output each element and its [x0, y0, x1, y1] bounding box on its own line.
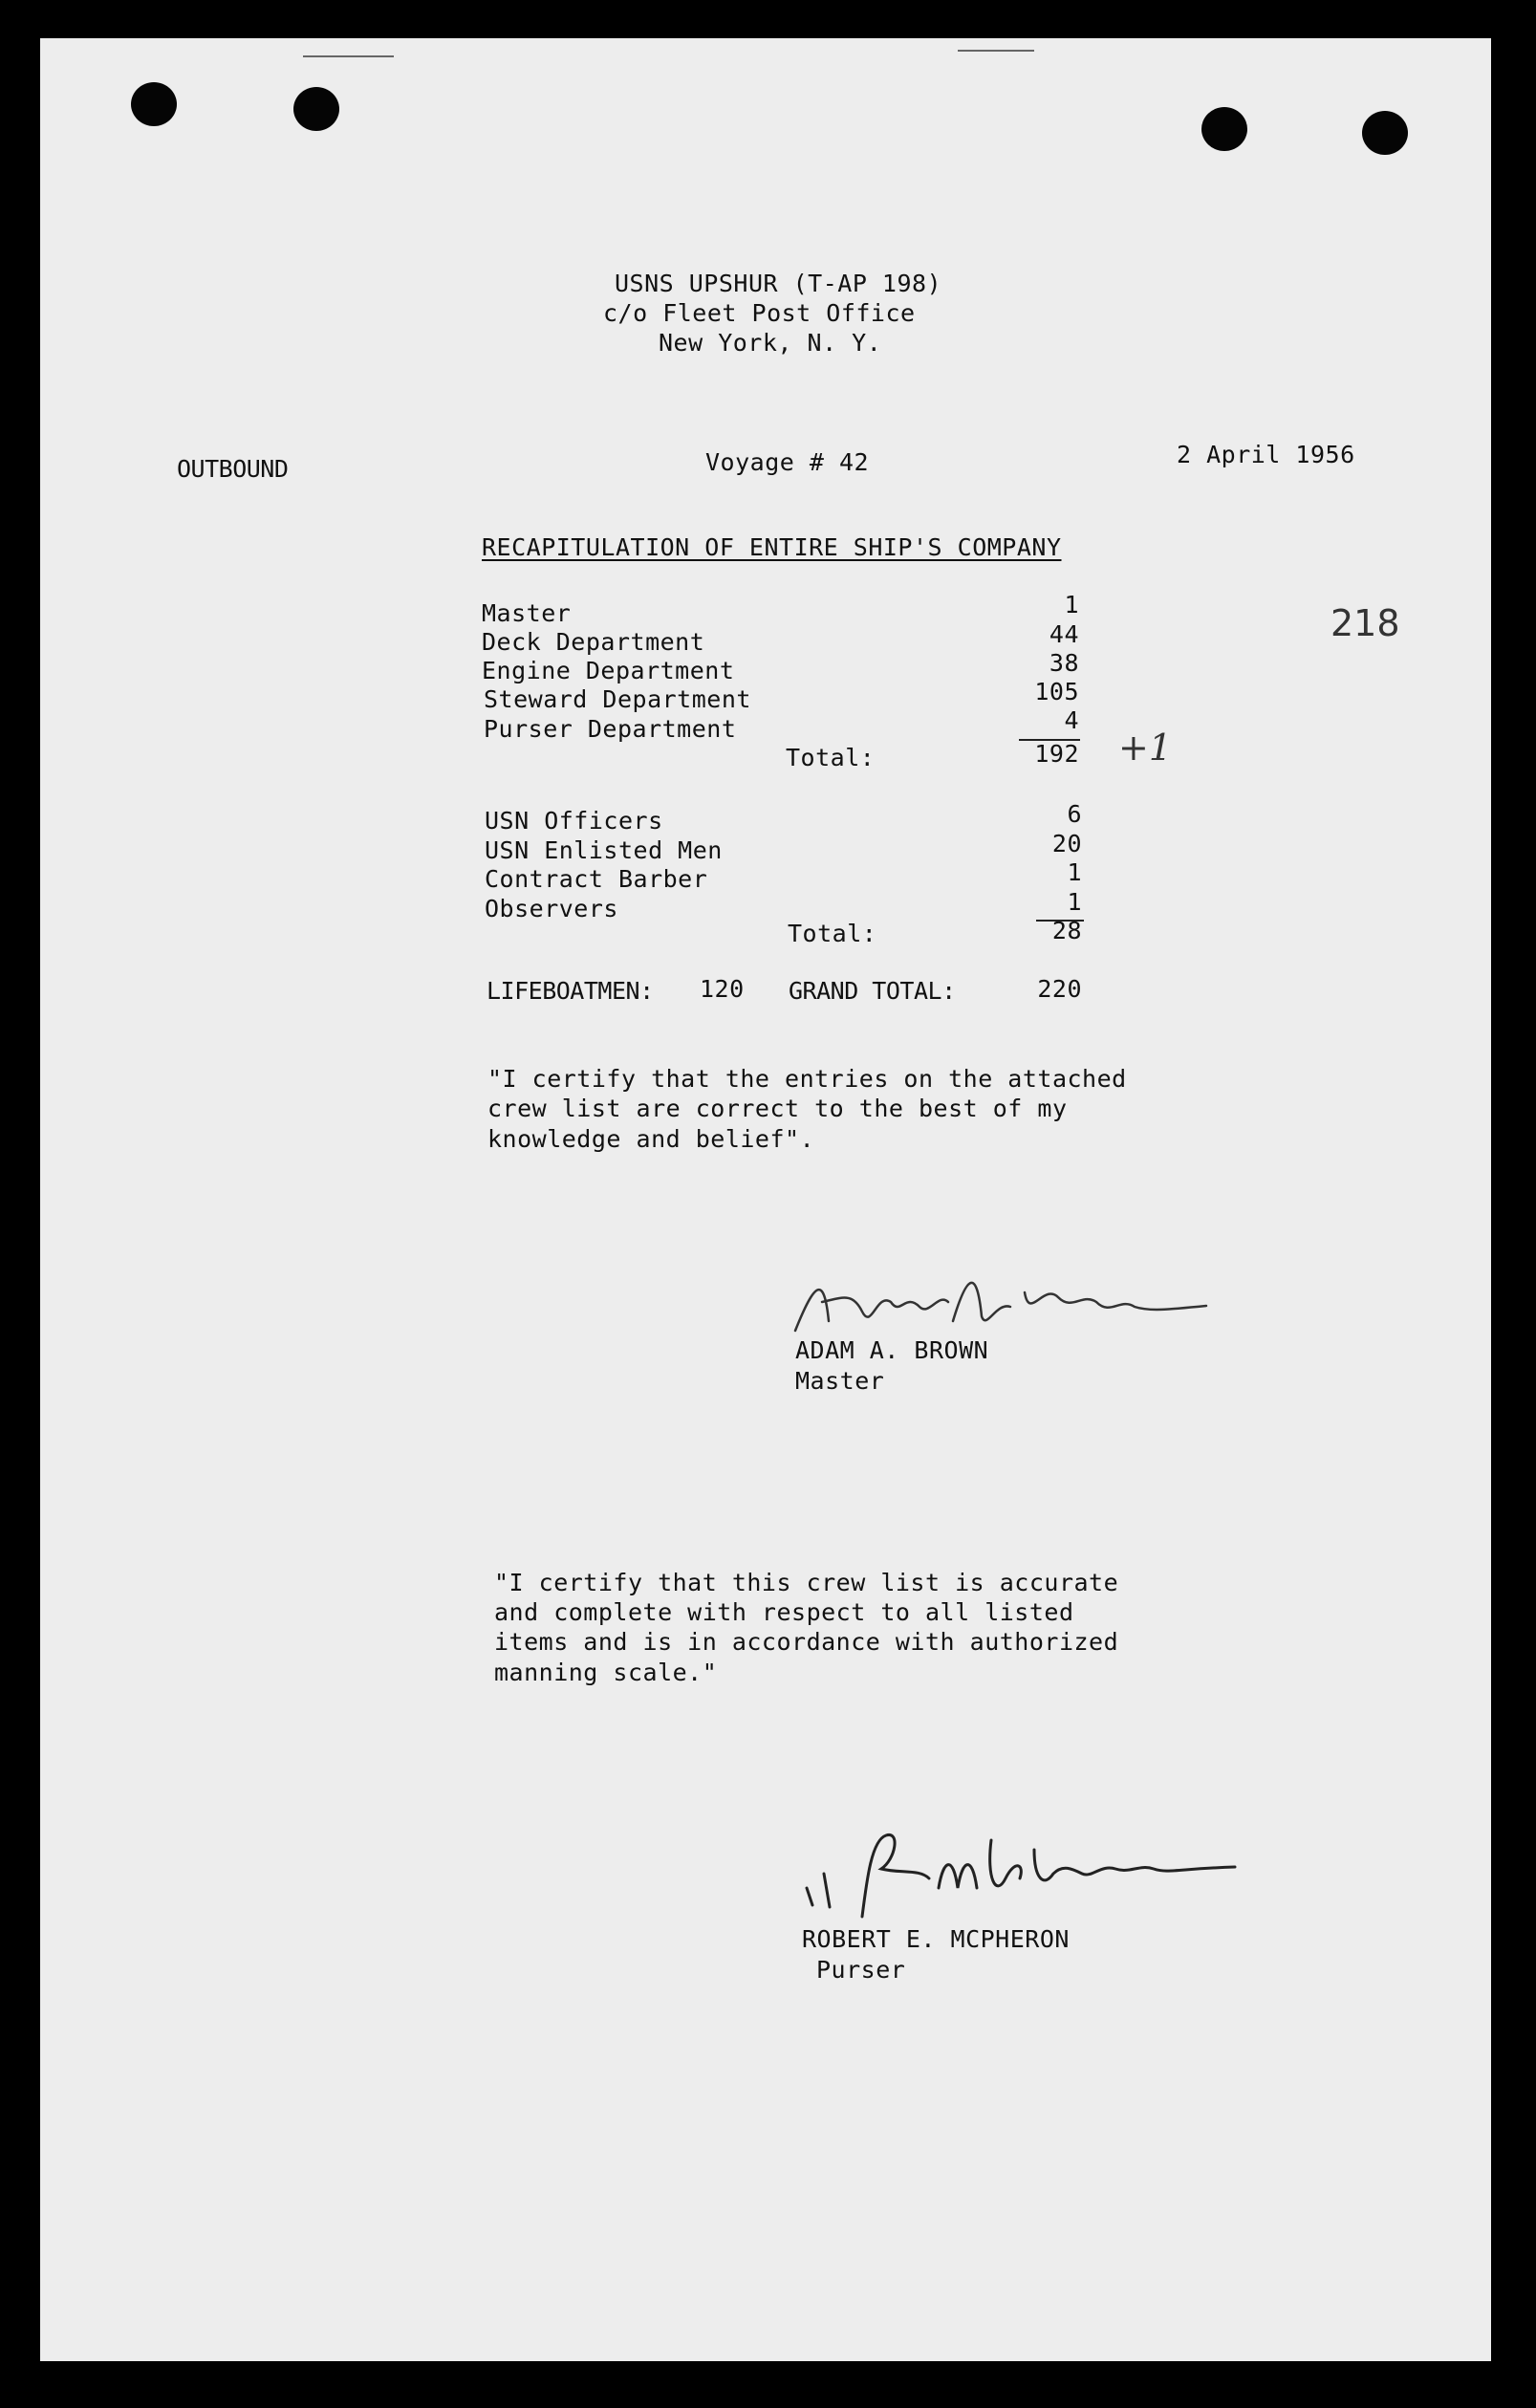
lifeboatmen-value: 120: [700, 975, 745, 1003]
list-item: Master: [482, 599, 572, 627]
certification-line: manning scale.": [494, 1659, 718, 1686]
purser-signature: [795, 1821, 1292, 1926]
others-total-label: Total:: [788, 920, 877, 947]
list-item-count: 44: [1049, 620, 1079, 648]
signer-name: ROBERT E. MCPHERON: [802, 1925, 1070, 1953]
document-page: [40, 38, 1491, 2361]
scratch-mark: [958, 50, 1034, 52]
grand-total-value: 220: [1037, 975, 1082, 1003]
signer-name: ADAM A. BROWN: [795, 1336, 989, 1364]
list-item-count: 1: [1067, 858, 1082, 886]
others-total-value: 28: [1051, 917, 1082, 944]
grand-total-label: GRAND TOTAL:: [789, 977, 956, 1005]
address-line-1: c/o Fleet Post Office: [603, 299, 916, 327]
certification-line: knowledge and belief".: [487, 1125, 815, 1153]
list-item: Contract Barber: [485, 865, 708, 893]
list-item: Observers: [485, 895, 618, 922]
direction-label: OUTBOUND: [177, 455, 289, 483]
address-line-2: New York, N. Y.: [659, 329, 882, 357]
signature-text: [843, 1281, 1145, 1325]
list-item: USN Officers: [485, 807, 663, 835]
certification-line: "I certify that this crew list is accurate: [494, 1569, 1119, 1596]
margin-note: 218: [1330, 602, 1400, 644]
handwritten-adjustment: +1: [1118, 727, 1173, 769]
scratch-mark: [303, 55, 394, 57]
list-item-count: 1: [1064, 591, 1079, 618]
crew-total-value: 192: [1034, 740, 1079, 768]
certification-line: items and is in accordance with authorized: [494, 1628, 1119, 1656]
document-date: 2 April 1956: [1177, 441, 1355, 468]
certification-line: crew list are correct to the best of my: [487, 1095, 1068, 1122]
ship-name: USNS UPSHUR (T-AP 198): [615, 270, 942, 297]
punch-hole: [1362, 111, 1408, 155]
recap-title: RECAPITULATION OF ENTIRE SHIP'S COMPANY: [482, 533, 1062, 561]
list-item: Purser Department: [484, 715, 737, 743]
list-item: Engine Department: [482, 657, 735, 684]
list-item-count: 38: [1049, 649, 1079, 677]
voyage-number: Voyage # 42: [705, 448, 870, 476]
list-item: Deck Department: [482, 628, 705, 656]
lifeboatmen-label: LIFEBOATMEN:: [487, 977, 654, 1005]
punch-hole: [131, 82, 177, 126]
signature-text: [872, 1850, 1207, 1898]
punch-hole: [1201, 107, 1247, 151]
list-item: Steward Department: [484, 685, 751, 713]
punch-hole: [293, 87, 339, 131]
list-item-count: 6: [1067, 800, 1082, 828]
crew-total-label: Total:: [786, 744, 876, 771]
list-item: USN Enlisted Men: [485, 836, 723, 864]
certification-line: and complete with respect to all listed: [494, 1598, 1074, 1626]
list-item-count: 105: [1034, 678, 1079, 705]
list-item-count: 1: [1067, 888, 1082, 916]
signer-title: Master: [795, 1367, 885, 1395]
list-item-count: 20: [1051, 830, 1082, 857]
signer-title: Purser: [816, 1956, 906, 1984]
certification-line: "I certify that the entries on the attached: [487, 1065, 1127, 1093]
list-item-count: 4: [1064, 706, 1079, 734]
